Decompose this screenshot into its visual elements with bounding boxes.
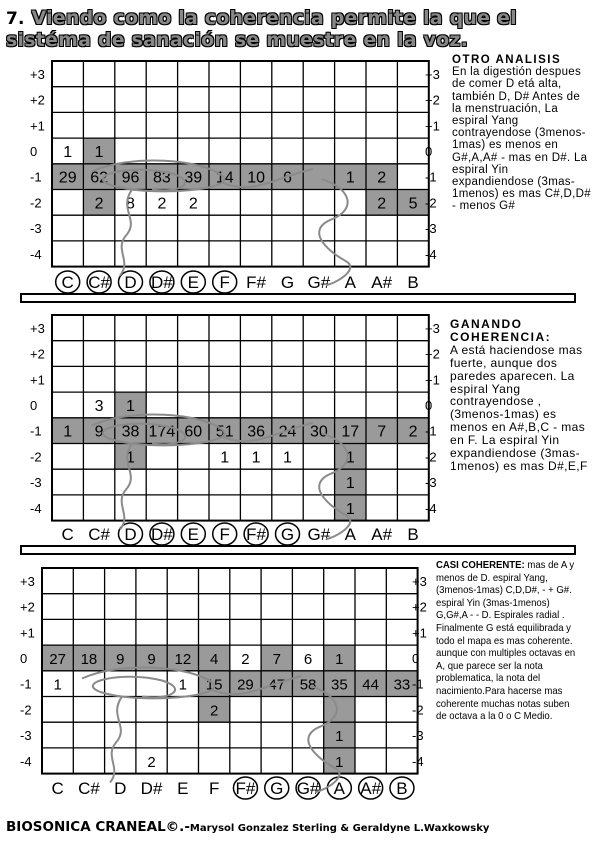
row-label-right: +1 [425,372,440,388]
divider-bar-1 [20,293,576,303]
cell-value: 24 [278,423,297,441]
row-label-right: +2 [425,92,440,108]
cell-value: 6 [303,650,313,668]
note-label: C# [88,273,110,292]
cell-value: 1 [94,143,104,161]
row-label-right: +3 [412,573,427,589]
note-label: B [407,273,419,292]
note-label: D [114,779,127,798]
cell-value: 35 [331,676,348,694]
cell-value: 3 [94,397,104,415]
cell-value: 1 [220,449,230,467]
note-label: F# [246,273,267,292]
note-label: F# [235,779,256,798]
note-label: D [124,525,137,544]
row-label-left: -4 [30,500,42,516]
row-label-right: -1 [412,676,424,692]
cell-value: 15 [205,676,223,694]
cell-value: 44 [362,676,379,694]
cell-value: 1 [335,650,344,668]
row-label-left: +1 [30,372,45,388]
note-label: A [333,779,346,798]
note-label: B [407,525,419,544]
note-label: C [61,525,74,544]
grid-panel-3 [20,568,427,799]
row-label-left: -3 [30,475,42,491]
cell-value: 1 [345,500,355,518]
note-label: G [280,525,295,544]
row-label-left: +3 [20,573,35,589]
footer-authors: Marysol Gonzalez Sterling & Geraldyne L.Waxkowsky [189,823,490,834]
cell-value: 1 [283,449,292,467]
cell-value: 5 [408,195,418,213]
note-label: C# [78,779,100,798]
shaded-cell [303,164,334,190]
cell-value: 47 [268,676,286,694]
cell-value: 2 [408,423,418,441]
cell-value: 6 [283,169,292,187]
note-text-2: A está haciendose mas fuerte, aunque dos paredes aparecen. La espiral Yang contrayendose ,(3menos-1mas) es menos en A#,B,C - mas en F. La espiral Yin expandiendose (3mas-1menos) es mas D#,E,F [450,342,588,473]
row-label-left: +1 [30,118,45,134]
row-label-right: +3 [425,320,440,336]
cell-value: 4 [209,650,219,668]
note-label: F [219,525,230,544]
cell-value: 2 [241,650,250,668]
note-label: A [344,273,356,292]
row-label-left: +2 [20,599,35,615]
cell-value: 7 [377,423,387,441]
row-label-left: -4 [30,246,42,262]
row-label-right: +2 [425,346,440,362]
cell-value: 1 [251,449,261,467]
divider-bar-2 [20,545,576,555]
note-block-1 [452,54,592,213]
cell-value: 36 [247,423,265,441]
note-label: G# [296,779,320,798]
cell-value: 174 [148,423,176,441]
note-label: D [124,273,137,292]
note-label: A# [371,525,393,544]
row-label-left: +2 [30,92,45,108]
row-label-left: -4 [20,753,32,769]
cell-value: 1 [335,753,344,771]
spiral-stroke [82,667,214,698]
note-label: A# [371,273,393,292]
title-text: Viendo como la coherencia permite la que el sistéma de sanación se muestre en la voz. [6,7,517,51]
cell-value: 51 [215,423,234,441]
row-label-left: 0 [30,143,38,159]
cell-value: 1 [345,475,355,493]
cell-value: 18 [80,650,98,668]
cell-value: 2 [147,753,156,771]
row-label-right: -1 [425,423,437,439]
cell-value: 29 [58,169,77,187]
row-label-right: -4 [412,753,424,769]
row-label-right: -4 [425,246,437,262]
row-label-right: -1 [425,169,437,185]
cell-value: 14 [215,169,234,187]
title-number: 7. [6,9,25,29]
row-label-right: 0 [425,143,433,159]
cell-value: 17 [341,423,360,441]
note-label: F [208,779,220,798]
row-label-left: -1 [20,676,32,692]
spiral-stroke [110,697,122,783]
cell-value: 2 [377,195,387,213]
row-label-right: -3 [425,475,437,491]
row-label-right: +3 [425,66,440,82]
note-block-3 [436,560,580,724]
cell-value: 2 [94,195,104,213]
cell-value: 1 [53,676,62,694]
cell-value: 1 [345,169,355,187]
row-label-left: -2 [20,702,32,718]
row-label-right: -2 [425,449,437,465]
cell-value: 1 [345,449,355,467]
cell-value: 1 [63,143,73,161]
row-label-left: 0 [30,397,38,413]
row-label-right: 0 [412,650,420,666]
row-label-left: +3 [30,320,45,336]
cell-value: 1 [126,449,135,467]
row-label-right: -4 [425,500,437,516]
cell-value: 8 [126,195,135,213]
cell-value: 38 [121,423,140,441]
row-label-right: -2 [412,702,424,718]
row-label-left: -1 [30,423,42,439]
note-label: F# [246,525,267,544]
cell-value: 60 [184,423,203,441]
note-label: D# [151,525,173,544]
note-label: C [61,273,74,292]
footer-brand: BIOSONICA CRANEAL©.- [6,819,190,835]
cell-value: 2 [157,195,167,213]
cell-value: 83 [153,169,171,187]
row-label-right: +2 [412,599,427,615]
row-label-right: +1 [412,625,427,641]
cell-value: 29 [237,676,254,694]
note-label: G [280,273,295,292]
cell-value: 1 [335,728,344,746]
row-label-left: +2 [30,346,45,362]
note-label: D# [140,779,163,798]
cell-value: 39 [184,169,203,187]
footer [6,816,596,835]
row-label-left: -3 [30,221,42,237]
cell-value: 9 [116,650,125,668]
note-heading-2: GANANDO COHERENCIA: [450,317,552,344]
row-label-left: -2 [30,195,42,211]
cell-value: 2 [188,195,198,213]
note-label: C# [88,525,110,544]
note-label: A# [360,779,382,798]
cell-value: 1 [178,676,188,694]
row-label-right: -2 [425,195,437,211]
cell-value: 2 [209,702,219,720]
note-label: F [219,273,230,292]
note-text-3: mas de A y menos de D. espiral Yang,(3menos-1mas) C,D,D#, - + G#. espiral Yin (3mas-1menos) G,G#,A - - D. Espirales radial . Finalmente G está equilibrada y todo el mapa es mas coherente. aunque con multiples octavas en A, que parece ser la nota problematica, la nota del nacimiento.Para hacerse mas coherente muchas notas suben de octava a la 0 o C Medio. [436,560,576,723]
note-heading-3: CASI COHERENTE: [436,560,525,571]
note-label: E [177,779,189,798]
cell-value: 10 [247,169,265,187]
row-label-left: -3 [20,728,32,744]
row-label-left: +3 [30,66,45,82]
cell-value: 9 [94,423,104,441]
row-label-left: +1 [20,625,35,641]
cell-value: 96 [121,169,140,187]
cell-value: 58 [299,676,317,694]
cell-value: 27 [49,650,66,668]
note-label: G [270,779,284,798]
cell-value: 1 [63,423,73,441]
cell-value: 9 [147,650,156,668]
note-label: G# [307,273,331,292]
note-label: B [396,779,408,798]
cell-value: 2 [377,169,387,187]
note-label: E [187,525,199,544]
row-label-left: 0 [20,650,28,666]
note-label: D# [151,273,173,292]
note-block-2 [450,318,592,473]
cell-value: 33 [393,676,411,694]
note-label: A [344,525,356,544]
note-label: C [51,779,64,798]
cell-value: 1 [126,397,135,415]
cell-value: 30 [310,423,328,441]
cell-value: 12 [174,650,192,668]
note-heading-1: OTRO ANALISIS [452,54,562,66]
row-label-right: 0 [425,397,433,413]
row-label-right: +1 [425,118,440,134]
row-label-left: -2 [30,449,42,465]
row-label-left: -1 [30,169,42,185]
shaded-cell [324,697,355,723]
row-label-right: -3 [412,728,424,744]
row-label-right: -3 [425,221,437,237]
note-text-1: En la digestión despues de comer D etá alta, también D, D# Antes de la menstruación, La espiral Yang contrayendose (3menos-1mas) es menos en G#,A,A# - mas en D#. La espiral Yin expandiendose (3mas-1menos) es mas C#,D,D# - menos G# [452,66,591,213]
cell-value: 7 [272,650,281,668]
grid-panel-2 [30,315,440,545]
cell-value: 62 [90,169,108,187]
grid-panel-1 [30,61,440,293]
note-label: E [187,273,199,292]
note-label: G# [307,525,331,544]
